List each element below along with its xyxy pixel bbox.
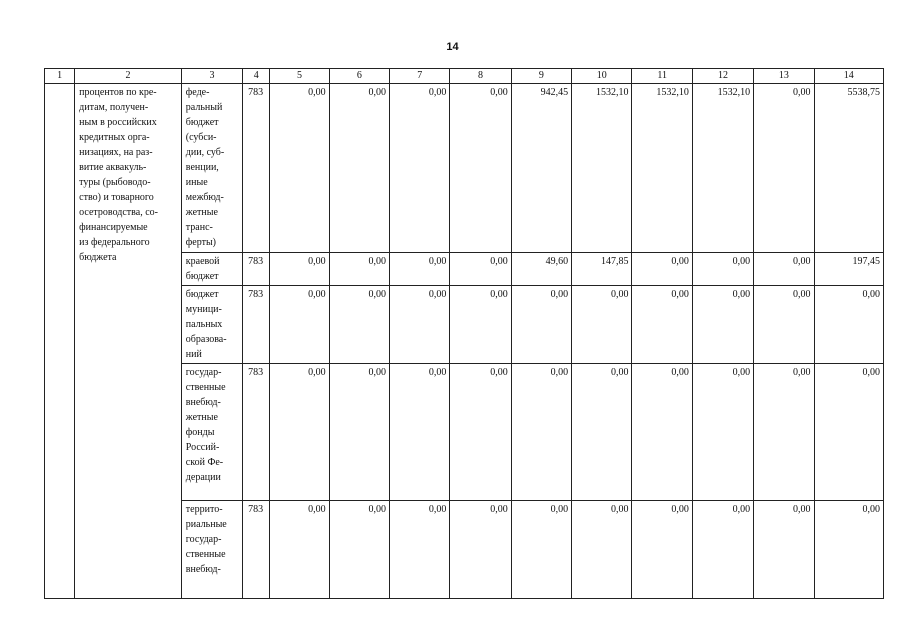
funding-source-line: террито- [185, 504, 223, 515]
value-cell-col-9: 49,60 [511, 253, 571, 286]
value-cell-col-13: 0,00 [754, 84, 814, 253]
column-header-8: 8 [450, 69, 511, 84]
value-cell-col-12: 0,00 [692, 364, 753, 501]
description-line: осетроводства, со- [79, 207, 158, 218]
description-line: витие аквакуль- [79, 162, 147, 173]
description-line: ным в российских [79, 117, 157, 128]
value-cell-col-8: 0,00 [450, 501, 511, 599]
column-header-3: 3 [181, 69, 242, 84]
funding-source-line: бюджет [185, 289, 219, 300]
value-cell-col-11: 0,00 [632, 286, 692, 364]
value-cell-col-8: 0,00 [450, 84, 511, 253]
value-cell-col-11: 0,00 [632, 364, 692, 501]
value-cell-col-9: 0,00 [511, 286, 571, 364]
funding-source-line: ственные [185, 549, 226, 560]
value-cell-col-6: 0,00 [329, 364, 389, 501]
column-header-14: 14 [814, 69, 883, 84]
table-row [45, 84, 884, 253]
header-row [45, 69, 884, 84]
column-header-5: 5 [270, 69, 329, 84]
budget-code: 783 [243, 364, 270, 501]
value-cell-col-7: 0,00 [390, 286, 450, 364]
funding-source-line: межбюд- [185, 192, 224, 203]
column-header-12: 12 [692, 69, 753, 84]
value-cell-col-7: 0,00 [390, 253, 450, 286]
column-header-4: 4 [243, 69, 270, 84]
funding-source-line: внебюд- [185, 397, 221, 408]
funding-source-line: внебюд- [185, 564, 221, 575]
funding-source-line: дии, суб- [185, 147, 225, 158]
funding-source-line: жетные [185, 207, 218, 218]
funding-source [181, 364, 242, 501]
value-cell-col-13: 0,00 [754, 253, 814, 286]
column-header-7: 7 [390, 69, 450, 84]
value-cell-col-14: 0,00 [814, 364, 883, 501]
value-cell-col-7: 0,00 [390, 84, 450, 253]
value-cell-col-12: 1532,10 [692, 84, 753, 253]
budget-code: 783 [243, 253, 270, 286]
value-cell-col-13: 0,00 [754, 286, 814, 364]
funding-source-line: венции, [185, 162, 219, 173]
funding-source-line: транс- [185, 222, 213, 233]
column-header-9: 9 [511, 69, 571, 84]
value-cell-col-14: 0,00 [814, 286, 883, 364]
budget-code: 783 [243, 84, 270, 253]
value-cell-col-14: 0,00 [814, 501, 883, 599]
column-header-10: 10 [572, 69, 632, 84]
value-cell-col-14: 197,45 [814, 253, 883, 286]
page-number: 14 [446, 41, 459, 53]
funding-source-line: риальные [185, 519, 227, 530]
value-cell-col-6: 0,00 [329, 253, 389, 286]
funding-source-line: муници- [185, 304, 222, 315]
value-cell-col-10: 0,00 [572, 286, 632, 364]
description-line: ство) и товарного [79, 192, 154, 203]
value-cell-col-5: 0,00 [270, 364, 329, 501]
funding-source-line: ний [185, 349, 202, 360]
value-cell-col-10: 0,00 [572, 364, 632, 501]
value-cell-col-7: 0,00 [390, 501, 450, 599]
funding-source-line: феде- [185, 87, 210, 98]
value-cell-col-8: 0,00 [450, 286, 511, 364]
value-cell-col-9: 0,00 [511, 364, 571, 501]
funding-source-line: бюджет [185, 271, 219, 282]
value-cell-col-13: 0,00 [754, 501, 814, 599]
value-cell-col-9: 942,45 [511, 84, 571, 253]
value-cell-col-6: 0,00 [329, 501, 389, 599]
value-cell-col-6: 0,00 [329, 84, 389, 253]
description-line: финансируемые [79, 222, 148, 233]
column-header-6: 6 [329, 69, 389, 84]
description-line: кредитных орга- [79, 132, 150, 143]
column-header-2: 2 [75, 69, 182, 84]
funding-source-line: жетные [185, 412, 218, 423]
column-header-1: 1 [45, 69, 75, 84]
funding-source-line: краевой [185, 256, 220, 267]
description-line: низациях, на раз- [79, 147, 153, 158]
measure-description [75, 84, 182, 599]
description-line: туры (рыбоводо- [79, 177, 151, 188]
value-cell-col-10: 0,00 [572, 501, 632, 599]
funding-source-line: государ- [185, 534, 222, 545]
funding-source-line: (субси- [185, 132, 217, 143]
value-cell-col-10: 1532,10 [572, 84, 632, 253]
value-cell-col-8: 0,00 [450, 253, 511, 286]
budget-code: 783 [243, 501, 270, 599]
value-cell-col-8: 0,00 [450, 364, 511, 501]
value-cell-col-11: 1532,10 [632, 84, 692, 253]
value-cell-col-12: 0,00 [692, 253, 753, 286]
value-cell-col-11: 0,00 [632, 501, 692, 599]
value-cell-col-6: 0,00 [329, 286, 389, 364]
description-line: процентов по кре- [79, 87, 157, 98]
value-cell-col-11: 0,00 [632, 253, 692, 286]
funding-source-line: бюджет [185, 117, 219, 128]
funding-source-line: ральный [185, 102, 223, 113]
funding-source-line: государ- [185, 367, 222, 378]
funding-source-line: образова- [185, 334, 227, 345]
value-cell-col-5: 0,00 [270, 253, 329, 286]
value-cell-col-13: 0,00 [754, 364, 814, 501]
value-cell-col-9: 0,00 [511, 501, 571, 599]
value-cell-col-12: 0,00 [692, 501, 753, 599]
value-cell-col-5: 0,00 [270, 84, 329, 253]
row-number-cell [45, 84, 75, 599]
funding-source [181, 84, 242, 253]
funding-source-line: дерации [185, 472, 221, 483]
funding-source [181, 286, 242, 364]
value-cell-col-10: 147,85 [572, 253, 632, 286]
budget-code: 783 [243, 286, 270, 364]
funding-source-line: ственные [185, 382, 226, 393]
funding-source-line: фонды [185, 427, 215, 438]
value-cell-col-14: 5538,75 [814, 84, 883, 253]
value-cell-col-5: 0,00 [270, 286, 329, 364]
funding-source [181, 501, 242, 599]
budget-table [44, 68, 884, 599]
description-line: бюджета [79, 252, 117, 263]
column-header-13: 13 [754, 69, 814, 84]
funding-source-line: иные [185, 177, 208, 188]
funding-source-line: ферты) [185, 237, 217, 248]
description-line: из федерального [79, 237, 150, 248]
value-cell-col-7: 0,00 [390, 364, 450, 501]
description-line: дитам, получен- [79, 102, 149, 113]
column-header-11: 11 [632, 69, 692, 84]
value-cell-col-5: 0,00 [270, 501, 329, 599]
funding-source-line: Россий- [185, 442, 220, 453]
funding-source-line: пальных [185, 319, 223, 330]
funding-source-line: ской Фе- [185, 457, 224, 468]
value-cell-col-12: 0,00 [692, 286, 753, 364]
funding-source [181, 253, 242, 286]
